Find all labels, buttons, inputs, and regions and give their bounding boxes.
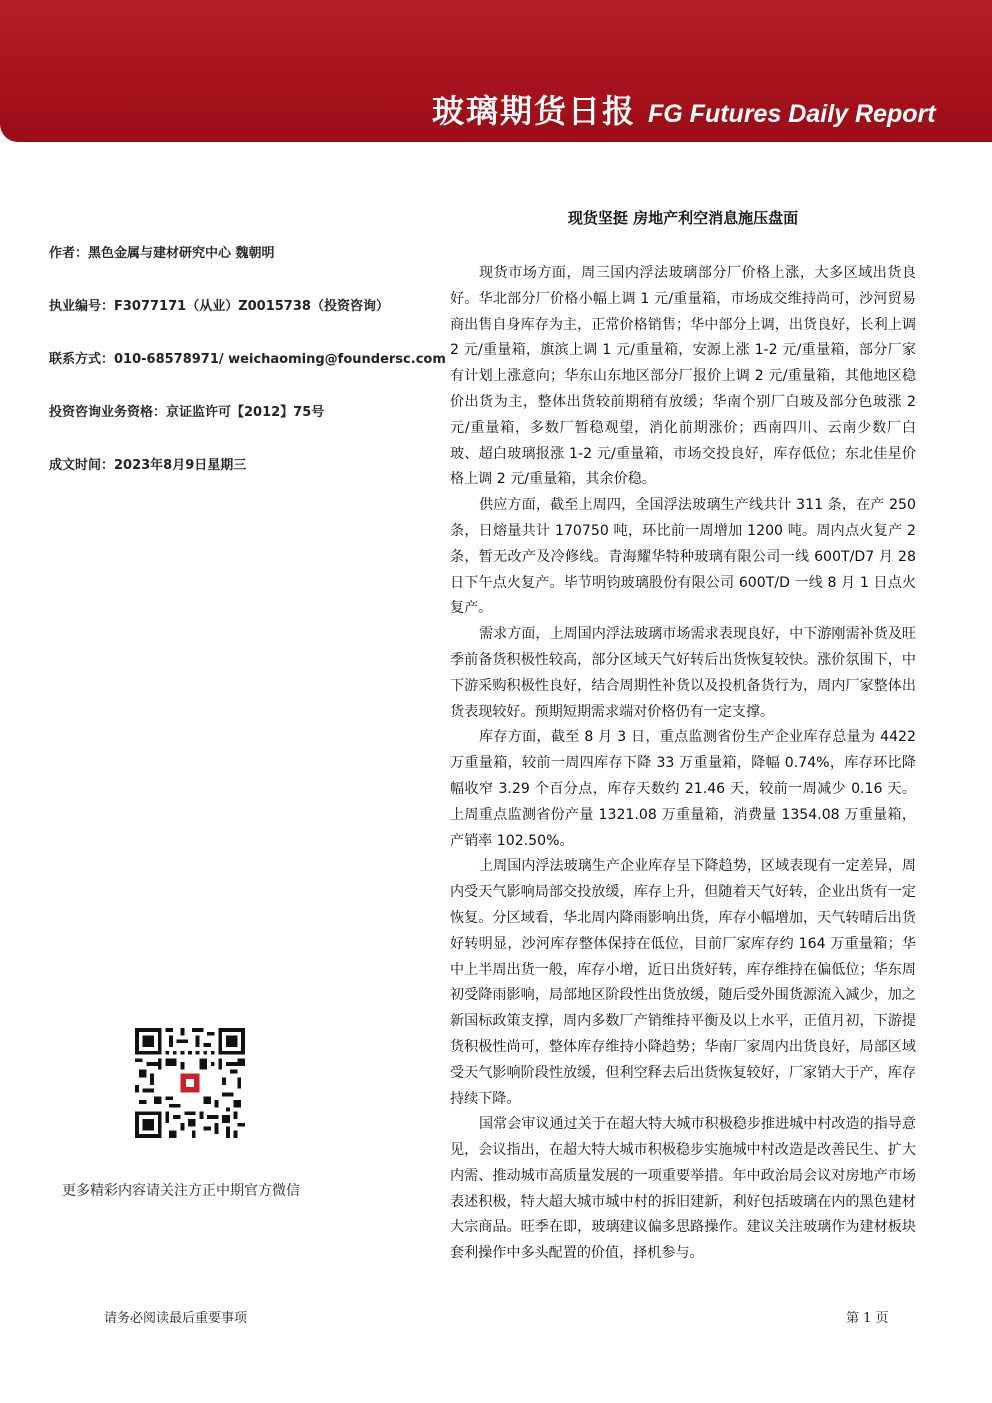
qr-caption: 更多精彩内容请关注方正中期官方微信 xyxy=(62,1183,300,1199)
footer-notice: 请务必阅读最后重要事项 xyxy=(104,1311,248,1326)
report-title-en: FG Futures Daily Report xyxy=(648,100,936,128)
article xyxy=(450,207,916,1267)
paragraph-regional-inventory: 上周国内浮法玻璃生产企业库存呈下降趋势，区域表现有一定差异，周内受天气影响局部交投放缓，库存上升，但随着天气好转，企业出货有一定恢复。分区域看，华北周内降雨影响出货，库存小幅增加，天气转晴后出货好转明显，沙河库存整体保持在低位，目前厂家库存约 164 万重量箱；华中上半周出货一般，库存小增，近日出货好转，库存维持在偏低位；华东周初受降雨影响，局部地区阶段性出货放缓，随后受外围货源流入减少，加之新国标政策支撑，周内多数厂产销维持平衡及以上水平，正值月初，下游提货积极性尚可，整体库存维持小降趋势；华南厂家周内出货良好，局部区域受天气影响阶段性放缓，但利空释去后出货恢复较好，厂家销大于产，库存持续下降。 xyxy=(450,858,916,1107)
qualification-line: 投资咨询业务资格：京证监许可【2012】75号 xyxy=(49,405,325,420)
report-title-cn: 玻璃期货日报 xyxy=(432,92,637,130)
report-title xyxy=(432,86,936,130)
paragraph-spot-market: 现货市场方面，周三国内浮法玻璃部分厂价格上涨，大多区域出货良好。华北部分厂价格小幅上调 1 元/重量箱，市场成交维持尚可，沙河贸易商出售自身库存为主，正常价格销售；华中部分上调，出货良好，长利上调 2 元/重量箱，旗滨上调 1 元/重量箱，安源上涨 1-2 元/重量箱，部分厂家有计划上涨意向；华东山东地区部分厂报价上调 2 元/重量箱，其他地区稳价出货为主，整体出货较前期稍有放缓；华南个别厂白玻及部分色玻涨 2 元/重量箱，多数厂暂稳观望，消化前期涨价；西南四川、云南少数厂白玻、超白玻璃报涨 1-2 元/重量箱，市场交投良好，库存低位；东北佳星价格上调 2 元/重量箱，其余价稳。 xyxy=(450,265,916,488)
date-line: 成文时间：2023年8月9日星期三 xyxy=(49,458,247,473)
paragraph-inventory: 库存方面，截至 8 月 3 日，重点监测省份生产企业库存总量为 4422 万重量箱，较前一周四库存下降 33 万重量箱，降幅 0.74%，库存环比降幅收窄 3.29 个百分点，库存天数约 21.46 天，较前一周减少 0.16 天。上周重点监测省份产量 1321.08 万重量箱，消费量 1354.08 万重量箱，产销率 102.50%。 xyxy=(450,729,916,849)
header-banner xyxy=(0,0,992,142)
paragraph-supply: 供应方面，截至上周四，全国浮法玻璃生产线共计 311 条，在产 250 条，日熔量共计 170750 吨，环比前一周增加 1200 吨。周内点火复产 2 条，暂无改产及冷修线。青海耀华特种玻璃有限公司一线 600T/D7 月 28 日下午点火复产。毕节明钧玻璃股份有限公司 600T/D 一线 8 月 1 日点火复产。 xyxy=(450,497,916,617)
paragraph-policy-outlook: 国常会审议通过关于在超大特大城市积极稳步推进城中村改造的指导意见，会议指出，在超大特大城市积极稳步实施城中村改造是改善民生、扩大内需、推动城市高质量发展的一项重要举措。年中政治局会议对房地产市场表述积极，特大超大城市城中村的拆旧建新，利好包括玻璃在内的黑色建材大宗商品。旺季在即，玻璃建议偏多思路操作。建议关注玻璃作为建材板块套利操作中多头配置的价值，择机参与。 xyxy=(450,1116,916,1262)
paragraph-demand: 需求方面，上周国内浮法玻璃市场需求表现良好，中下游刚需补货及旺季前备货积极性较高，部分区域天气好转后出货恢复较快。涨价氛围下，中下游采购积极性良好，结合周期性补货以及投机备货行为，周内厂家整体出货表现较好。预期短期需求端对价格仍有一定支撑。 xyxy=(450,626,916,720)
page-number: 第 1 页 xyxy=(846,1311,889,1326)
author-line: 作者：黑色金属与建材研究中心 魏朝明 xyxy=(49,246,275,261)
license-number-line: 执业编号：F3077171（从业）Z0015738（投资咨询） xyxy=(49,299,389,314)
wechat-qr-code[interactable] xyxy=(135,1028,245,1138)
article-title: 现货坚挺 房地产利空消息施压盘面 xyxy=(567,209,799,227)
contact-line: 联系方式：010-68578971/ weichaoming@foundersc.com xyxy=(49,352,446,367)
